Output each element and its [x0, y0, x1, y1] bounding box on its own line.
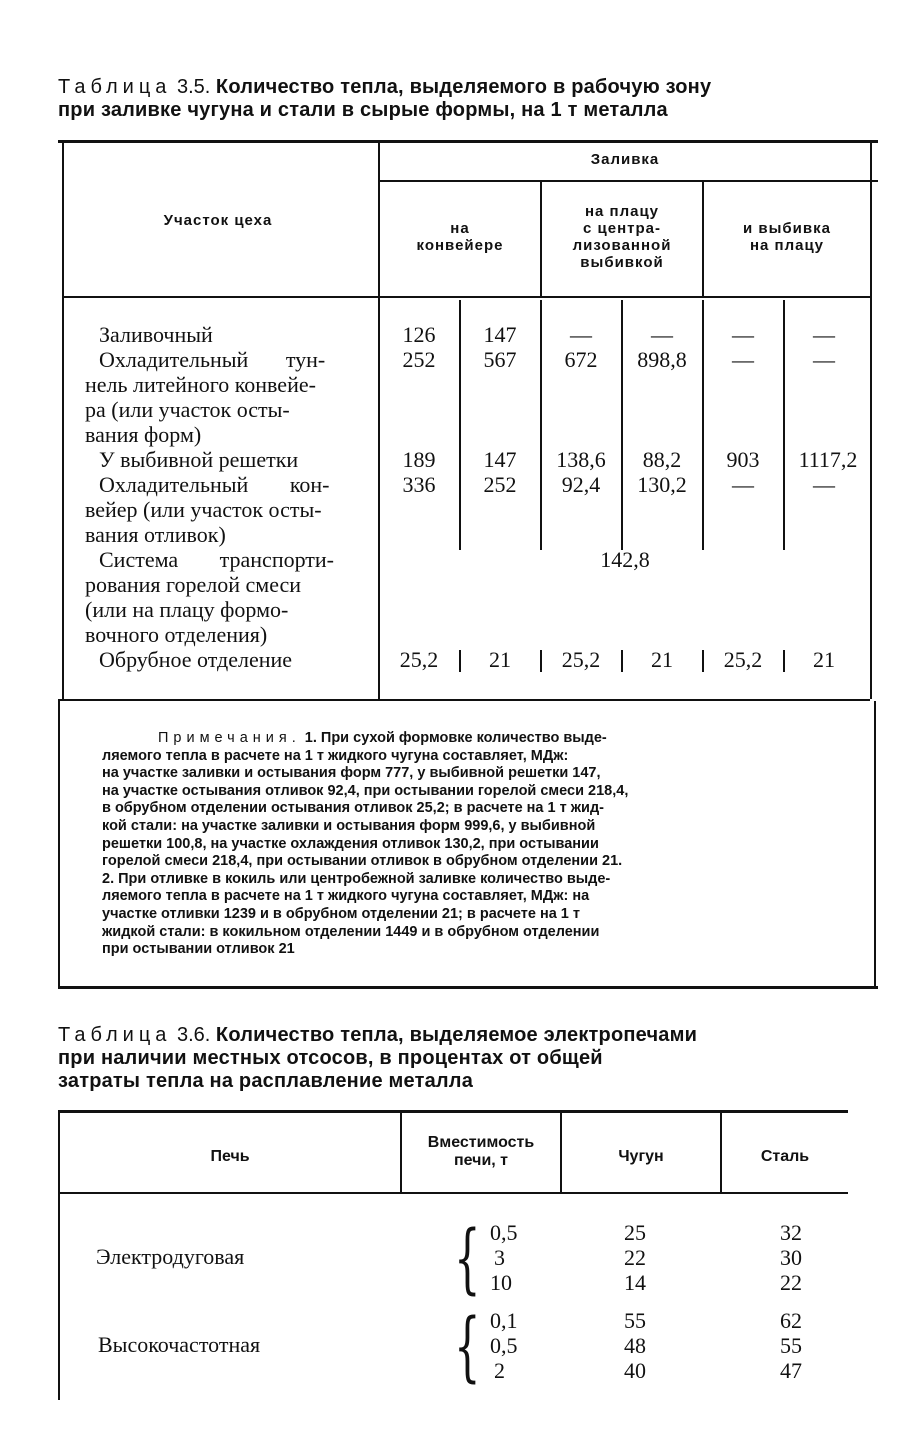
- cell-value: —: [570, 322, 592, 347]
- row-name-line: вания отливок): [85, 522, 226, 547]
- header-steel: Сталь: [760, 1148, 810, 1165]
- cell-value: 130,2: [637, 472, 687, 497]
- row-name-line: Обрубное отделение: [99, 647, 293, 672]
- cell-value: 903: [726, 447, 760, 472]
- cell-value: 898,8: [637, 347, 687, 372]
- cell-value: —: [732, 347, 754, 372]
- notes-line: на участке остывания отливок 92,4, при остывании горелой смеси 218,4,: [102, 782, 629, 799]
- capacity-value: 3: [494, 1245, 505, 1270]
- iron-values: [624, 1308, 646, 1383]
- notes-line: 2. При отливке в кокиль или центробежной заливке количество выде-: [102, 870, 611, 887]
- cell-value: 1117,2: [798, 447, 858, 472]
- steel-value: 30: [780, 1245, 802, 1270]
- notes-line: участке отливки 1239 и в обрубном отделении 21; в расчете на 1 т: [102, 905, 580, 922]
- cell-value: 138,6: [556, 447, 606, 472]
- header-group: Заливка: [590, 151, 660, 168]
- row-name: [85, 547, 361, 647]
- capacity-value: 0,5: [490, 1333, 518, 1358]
- iron-values: [624, 1220, 646, 1295]
- table35-header-rule: [62, 296, 870, 298]
- header-subgroup-line: конвейере: [416, 237, 504, 254]
- row-name-line: Заливочный: [99, 322, 213, 347]
- table35-notes: [102, 730, 840, 959]
- cell-value: 672: [564, 347, 598, 372]
- header-capacity: [402, 1134, 560, 1170]
- row-name-line: ра (или участок осты-: [85, 397, 290, 422]
- capacity-values: [490, 1308, 518, 1383]
- cell-value: 252: [483, 472, 517, 497]
- capacity-values: [490, 1220, 518, 1295]
- cell-value: —: [813, 322, 835, 347]
- cell-value: —: [651, 322, 673, 347]
- capacity-value: 2: [494, 1358, 505, 1383]
- cell-value: —: [813, 472, 835, 497]
- cell-value: 147: [483, 322, 517, 347]
- steel-value: 47: [780, 1358, 802, 1383]
- iron-value: 48: [624, 1333, 646, 1358]
- table35-notes-right-border: [874, 701, 876, 988]
- cell-value: —: [813, 347, 835, 372]
- cell-value: 567: [483, 347, 517, 372]
- table35-caption-line: Количество тепла, выделяемого в рабочую зону: [215, 76, 712, 98]
- row-name-line: (или на плацу формо-: [85, 597, 289, 622]
- steel-value: 32: [780, 1220, 802, 1245]
- header-capacity-line: печи, т: [453, 1152, 508, 1169]
- row-name-line: Охладительный тун-: [99, 347, 326, 372]
- notes-line: горелой смеси 218,4, при остывании отливок в обрубном отделении 21.: [102, 853, 623, 870]
- header-subgroup-conveyor: [380, 220, 540, 254]
- brace-icon: {: [454, 1213, 481, 1302]
- notes-line: кой стали: на участке заливки и остывания форм 999,6, у выбивной: [102, 817, 596, 834]
- table36-caption-label: Таблица: [58, 1024, 172, 1046]
- cell-value: 25,2: [723, 647, 763, 672]
- table35-caption-number: 3.5.: [176, 76, 211, 98]
- table35-caption-line: при заливке чугуна и стали в сырые формы, на 1 т металла: [58, 99, 668, 121]
- table35-top-rule: [58, 140, 878, 143]
- table35-caption: [58, 76, 848, 122]
- header-subgroup-floor: [704, 220, 870, 254]
- row-name-line: Система транспорти-: [99, 547, 335, 572]
- notes-line: в обрубном отделении остывания отливок 25,2; в расчете на 1 т жид-: [102, 800, 604, 817]
- iron-value: 40: [624, 1358, 646, 1383]
- row-name-line: вочного отделения): [85, 622, 268, 647]
- notes-line: 1. При сухой формовке количество выде-: [304, 730, 607, 746]
- table35-group-rule: [378, 180, 878, 182]
- row-name: [85, 472, 361, 547]
- steel-value: 55: [780, 1333, 802, 1358]
- header-subgroup-line: и выбивка: [743, 220, 831, 237]
- row-name-line: У выбивной решетки: [99, 447, 299, 472]
- row-name-line: нель литейного конвейе-: [85, 372, 316, 397]
- header-capacity-line: Вместимость: [427, 1134, 535, 1151]
- cell-span-value: 142,8: [600, 547, 650, 572]
- notes-title: Примечания.: [158, 730, 301, 746]
- table35-right-border: [870, 143, 872, 699]
- header-subgroup-line: с центра-: [583, 220, 661, 237]
- steel-value: 22: [780, 1270, 802, 1295]
- furnace-name: Высокочастотная: [98, 1332, 261, 1357]
- row-name: [99, 447, 361, 472]
- row-name-line: Охладительный кон-: [99, 472, 330, 497]
- cell-value: 189: [402, 447, 436, 472]
- cell-value: 126: [402, 322, 436, 347]
- table36-caption-line: при наличии местных отсосов, в процентах от общей: [58, 1047, 603, 1069]
- table36-top-rule: [58, 1110, 848, 1113]
- table35-bottom-rule: [58, 986, 878, 989]
- header-section: Участок цеха: [163, 212, 273, 229]
- steel-values: [780, 1308, 802, 1383]
- cell-value: 25,2: [561, 647, 601, 672]
- cell-value: 88,2: [642, 447, 682, 472]
- header-subgroup-central: [542, 203, 702, 271]
- row-name-line: вания форм): [85, 422, 202, 447]
- table35-left-border: [62, 143, 64, 699]
- table35-notes-left-border: [58, 701, 60, 988]
- cell-value: —: [732, 322, 754, 347]
- header-subgroup-line: на: [450, 220, 470, 237]
- row-name-line: рования горелой смеси: [85, 572, 302, 597]
- cell-value: 21: [489, 647, 511, 672]
- iron-value: 14: [624, 1270, 646, 1295]
- table35-body-rule: [58, 699, 870, 701]
- notes-line: решетки 100,8, на участке охлаждения отливок 130,2, при остывании: [102, 835, 599, 852]
- header-iron: Чугун: [618, 1148, 664, 1165]
- header-subgroup-line: на плацу: [584, 203, 660, 220]
- steel-value: 62: [780, 1308, 802, 1333]
- iron-value: 25: [624, 1220, 646, 1245]
- header-subgroup-line: выбивкой: [580, 254, 664, 271]
- notes-line: на участке заливки и остывания форм 777, у выбивной решетки 147,: [102, 765, 601, 782]
- cell-value: 252: [402, 347, 436, 372]
- header-subgroup-line: лизованной: [572, 237, 672, 254]
- row-name: [85, 347, 361, 447]
- table36-caption: [58, 1024, 848, 1093]
- table36-caption-line: Количество тепла, выделяемое электропечами: [215, 1024, 698, 1046]
- table36-caption-number: 3.6.: [176, 1024, 211, 1046]
- notes-line: при остывании отливок 21: [102, 941, 295, 958]
- table36-caption-line: затраты тепла на расплавление металла: [58, 1070, 474, 1092]
- table35-caption-label: Таблица: [58, 76, 172, 98]
- notes-line: ляемого тепла в расчете на 1 т жидкого чугуна составляет, МДж:: [102, 747, 569, 764]
- table36: [58, 1110, 848, 1400]
- cell-value: 21: [813, 647, 835, 672]
- table35: [58, 140, 878, 988]
- header-subgroup-line: на плацу: [749, 237, 825, 254]
- cell-value: 336: [402, 472, 436, 497]
- cell-value: —: [732, 472, 754, 497]
- header-furnace: Печь: [210, 1148, 250, 1165]
- iron-value: 55: [624, 1308, 646, 1333]
- cell-value: 21: [651, 647, 673, 672]
- notes-line: ляемого тепла в расчете на 1 т жидкого чугуна составляет, МДж: на: [102, 888, 590, 905]
- steel-values: [780, 1220, 802, 1295]
- table36-header-rule: [58, 1192, 848, 1194]
- capacity-value: 0,1: [490, 1308, 518, 1333]
- row-name: [99, 647, 361, 672]
- cell-value: 92,4: [561, 472, 601, 497]
- notes-line: жидкой стали: в кокильном отделении 1449 и в обрубном отделении: [102, 923, 600, 940]
- brace-icon: {: [454, 1301, 481, 1390]
- row-name: [99, 322, 361, 347]
- iron-value: 22: [624, 1245, 646, 1270]
- cell-value: 147: [483, 447, 517, 472]
- cell-value: 25,2: [399, 647, 439, 672]
- row-name-line: вейер (или участок осты-: [85, 497, 322, 522]
- furnace-name: Электродуговая: [96, 1244, 245, 1269]
- capacity-value: 10: [490, 1270, 512, 1295]
- capacity-value: 0,5: [490, 1220, 518, 1245]
